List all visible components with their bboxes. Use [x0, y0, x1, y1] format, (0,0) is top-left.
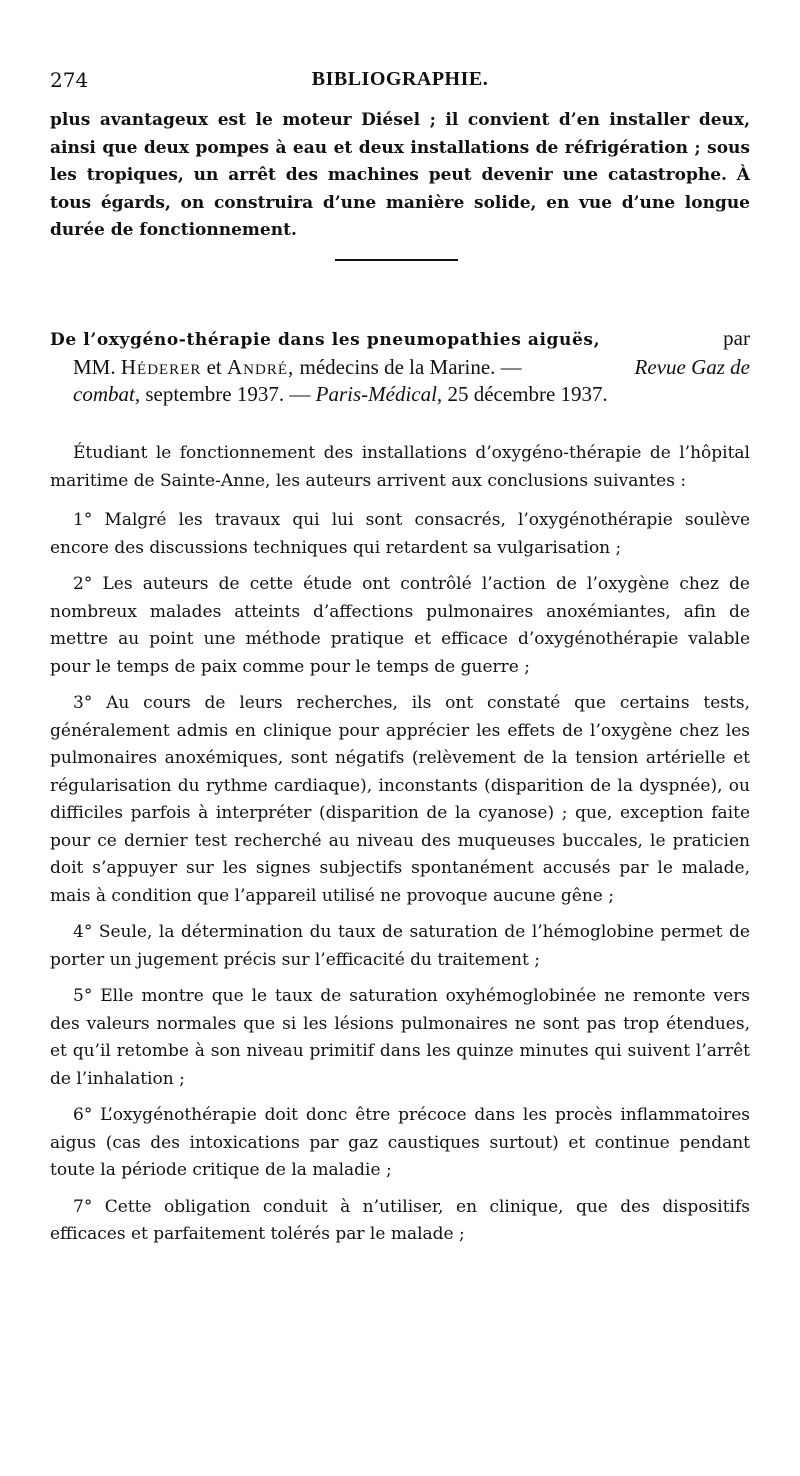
- affiliation: médecins de la Marine. —: [299, 355, 522, 379]
- conclusion-item: 5° Elle montre que le taux de saturation oxyhémoglobinée ne remonte vers des valeurs normales que si les lésions pulmonaires ne sont pas trop étendues, et qu’il retombe à son niveau primitif dans les quinze minutes qui suivent l’arrêt de l’inhalation ;: [50, 986, 750, 1089]
- and-word: et: [206, 355, 222, 379]
- author-1: Héderer: [120, 355, 202, 379]
- conclusion-item: 4° Seule, la détermination du taux de saturation de l’hémoglobine permet de porter un jugement précis sur l’efficacité du traitement ;: [50, 922, 750, 970]
- intro-paragraph: plus avantageux est le moteur Diésel ; il convient d’en installer deux, ainsi que deux pompes à eau et deux installations de réfrigération ; sous les tropiques, un arrêt des machines peut devenir une catastrophe. À tous égards, on construira d’une manière solide, en vue d’une longue durée de fonctionnement.: [50, 110, 750, 240]
- journal-2: Paris-Médical,: [315, 382, 443, 406]
- lead-paragraph: Étudiant le fonctionnement des installations d’oxygéno-thérapie de l’hôpital maritime de Sainte-Anne, les auteurs arrivent aux conclusions suivantes :: [50, 443, 750, 491]
- reference-line-2: [50, 354, 750, 381]
- date-2: 25 décembre 1937.: [447, 382, 608, 406]
- reference-line-3: [50, 381, 750, 408]
- conclusion-item: 6° L’oxygénothérapie doit donc être précoce dans les procès inflammatoires aigus (cas des intoxications par gaz caustiques surtout) et continue pendant toute la période critique de la maladie ;: [50, 1105, 750, 1180]
- running-title: BIBLIOGRAPHIE.: [311, 68, 489, 90]
- article-body: [50, 440, 750, 1258]
- section-divider: [335, 259, 458, 261]
- conclusion-item: 7° Cette obligation conduit à n’utiliser, en clinique, que des dispositifs efficaces et parfaitement tolérés par le malade ;: [50, 1196, 750, 1244]
- article-title: De l’oxygéno-thérapie dans les pneumopathies aiguës,: [50, 330, 601, 350]
- date-1: septembre 1937. —: [145, 382, 311, 406]
- conclusion-item: 2° Les auteurs de cette étude ont contrôlé l’action de l’oxygène chez de nombreux malades atteints d’affections pulmonaires anoxémiantes, afin de mettre au point une méthode pratique et efficace d’oxygénothérapie valable pour le temps de paix comme pour le temps de guerre ;: [50, 574, 750, 677]
- by-word: par: [723, 326, 750, 350]
- bibliographic-reference: [50, 325, 750, 408]
- reference-line-1: [50, 325, 750, 354]
- journal-1: Revue Gaz de: [634, 355, 750, 379]
- conclusion-item: 3° Au cours de leurs recherches, ils ont constaté que certains tests, généralement admis en clinique pour apprécier les effets de l’oxygène chez les pulmonaires anoxémiques, sont négatifs (relèvement de la tension artérielle et régularisation du rythme cardiaque), inconstants (disparition de la dyspnée), ou difficiles parfois à interpréter (disparition de la cyanose) ; que, exception faite pour ce dernier test recherché au niveau des muqueuses buccales, le praticien doit s’appuyer sur les signes subjectifs spontanément accusés par le malade, mais à condition que l’appareil utilisé ne provoque aucune gêne ;: [50, 693, 750, 906]
- authors-prefix: MM.: [73, 355, 116, 379]
- author-2: André,: [227, 355, 295, 379]
- conclusion-item: 1° Malgré les travaux qui lui sont consacrés, l’oxygénothérapie soulève encore des discussions techniques qui retardent sa vulgarisation ;: [50, 510, 750, 558]
- page-header: [50, 68, 750, 98]
- journal-1-cont: combat,: [73, 382, 141, 406]
- page-number: 274: [50, 68, 89, 92]
